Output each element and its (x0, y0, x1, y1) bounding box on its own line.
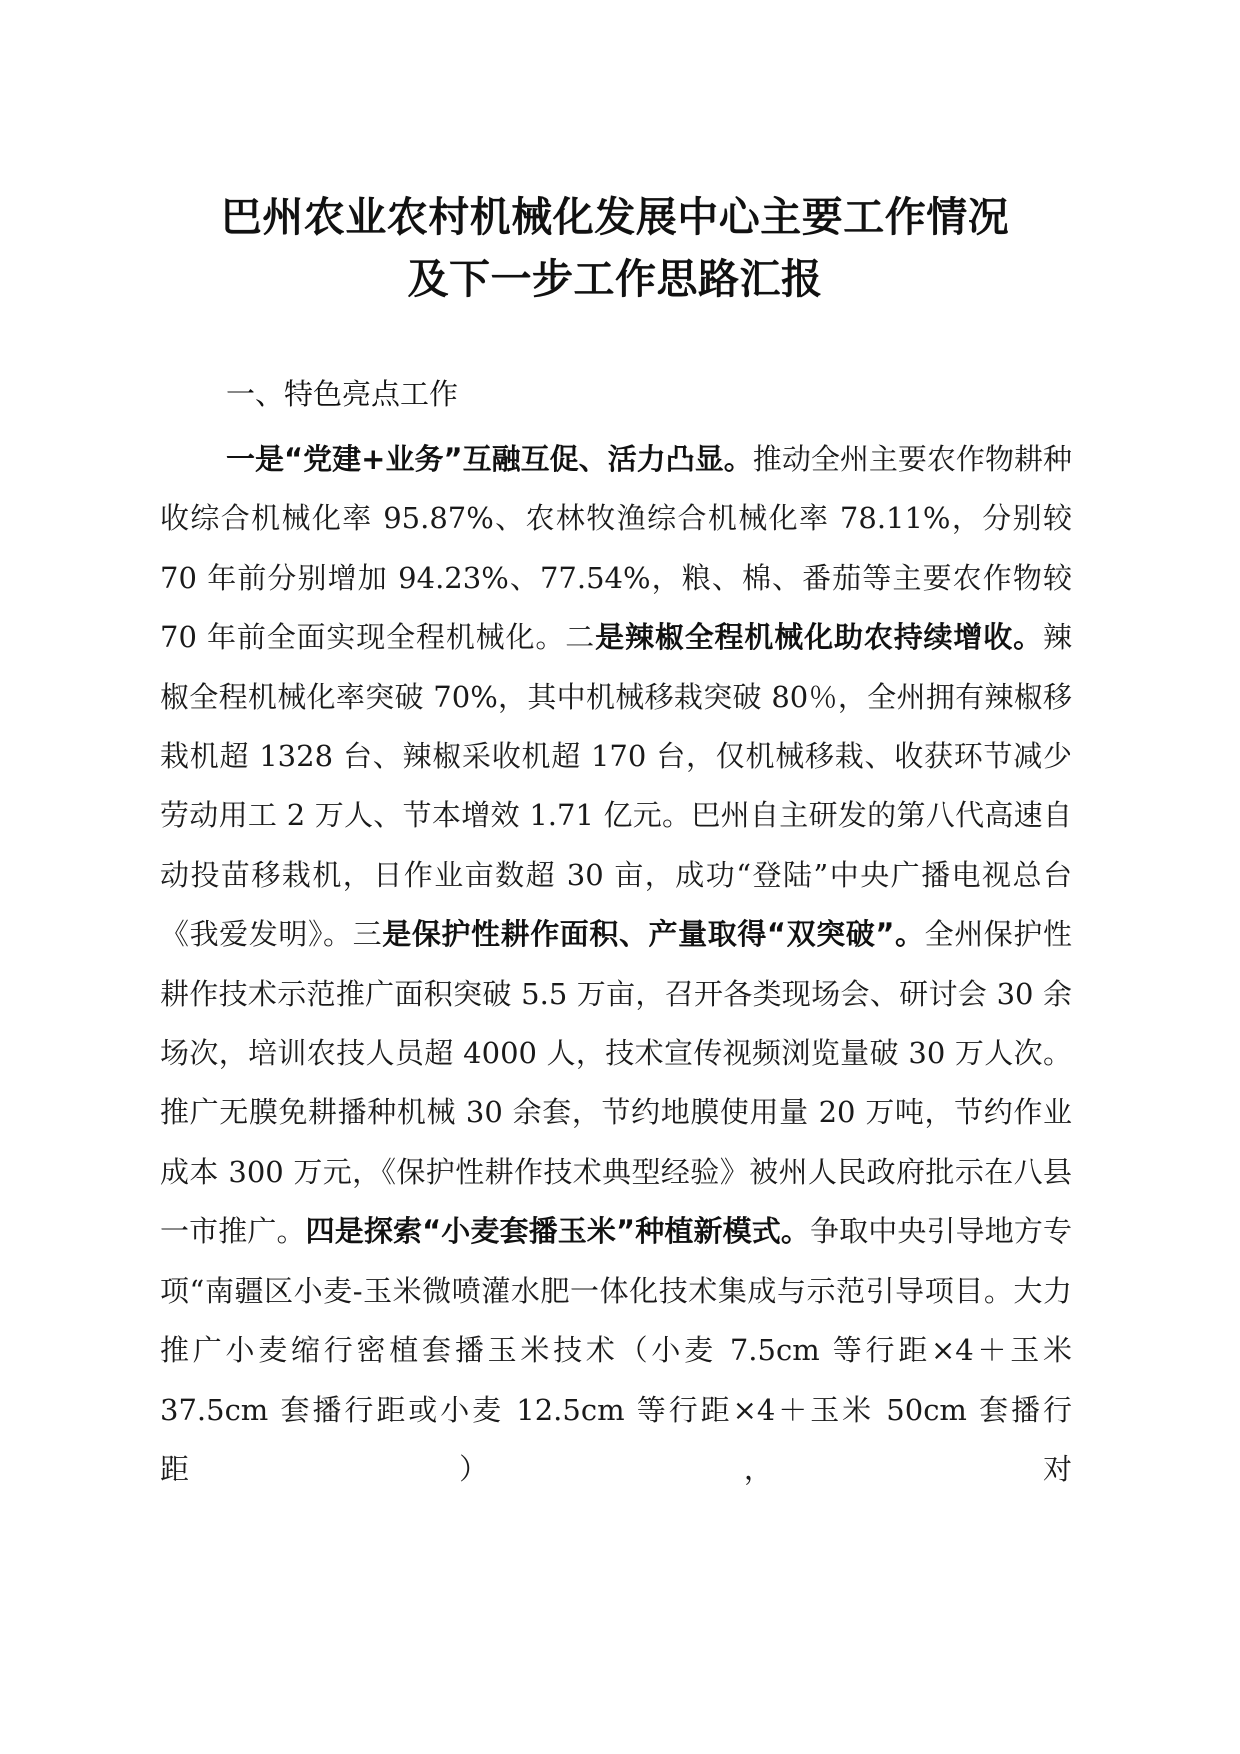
highlight-4: 四是探索“小麦套播玉米”种植新模式。 (305, 1214, 810, 1249)
body-paragraph (160, 430, 1072, 1499)
text-run-1: 推动全州主要农作物耕种收综合机械化率 95.87%、农林牧渔综合机械化率 78.11%，分别较 70 年前分别增加 94.23%、77.54%，粮、棉、番茄等主要农作物较 70 年前全面实现全程机械化。二 (160, 442, 1072, 655)
highlight-1: 一是“党建+业务”互融互促、活力凸显。 (226, 442, 753, 476)
highlight-2: 是辣椒全程机械化助农持续增收。 (595, 620, 1043, 655)
text-run-2: 辣椒全程机械化率突破 70%，其中机械移栽突破 80％，全州拥有辣椒移栽机超 1328 台、辣椒采收机超 170 台，仅机械移栽、收获环节减少劳动用工 2 万人、节本增效 1.71 亿元。巴州自主研发的第八代高速自动投苗移栽机，日作业亩数超 30 亩，成功“登陆”中央广播电视总台《我爱发明》。三 (160, 620, 1072, 952)
section-heading: 一、特色亮点工作 (226, 377, 459, 411)
title-line-2: 及下一步工作思路汇报 (407, 255, 823, 303)
text-run-3: 全州保护性耕作技术示范推广面积突破 5.5 万亩，召开各类现场会、研讨会 30 余场次，培训农技人员超 4000 人，技术宣传视频浏览量破 30 万人次。推广无膜免耕播种机械 30 余套，节约地膜使用量 20 万吨，节约作业成本 300 万元，《保护性耕作技术典型经验》被州人民政府批示在八县一市推广。 (160, 917, 1072, 1249)
highlight-3: 是保护性耕作面积、产量取得“双突破”。 (382, 917, 925, 952)
title-line-1: 巴州农业农村机械化发展中心主要工作情况 (220, 193, 1010, 241)
text-run-4: 争取中央引导地方专项“南疆区小麦-玉米微喷灌水肥一体化技术集成与示范引导项目。大力推广小麦缩行密植套播玉米技术（小麦 7.5cm 等行距×4＋玉米 37.5cm 套播行距或小麦 12.5cm 等行距×4＋玉米 50cm 套播行距），对 (160, 1214, 1072, 1486)
document-title (150, 186, 1080, 310)
